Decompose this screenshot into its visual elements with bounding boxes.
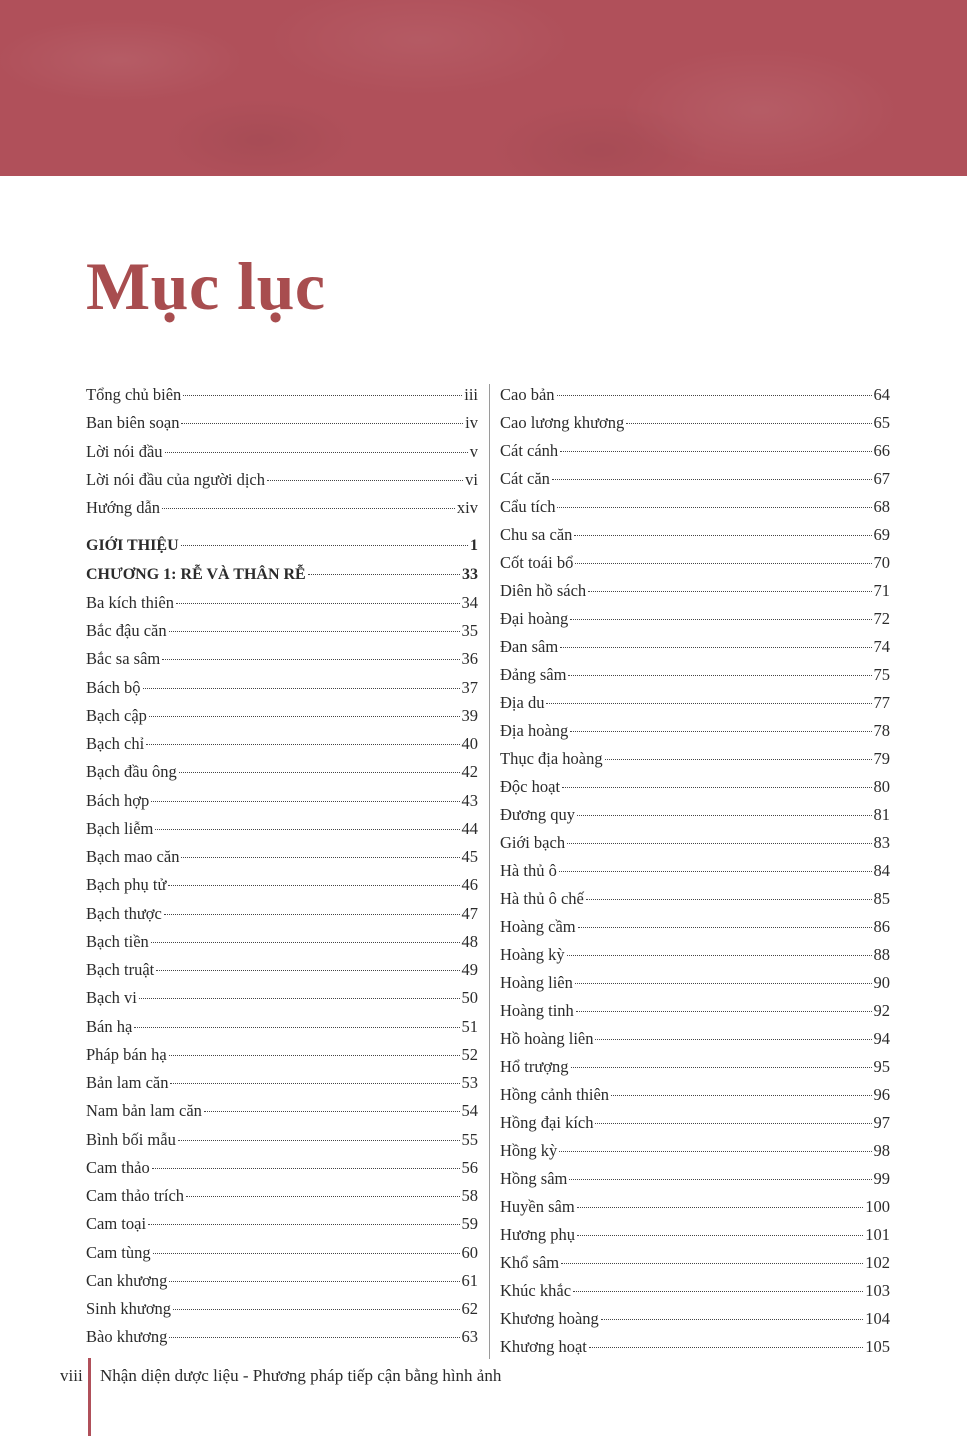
toc-entry-label: Bạch phụ tử bbox=[86, 875, 167, 895]
toc-entry-page: 48 bbox=[461, 931, 478, 951]
toc-entry-page: 55 bbox=[461, 1129, 478, 1149]
toc-leader-dots bbox=[156, 969, 459, 971]
toc-entry-page: 46 bbox=[461, 875, 478, 895]
toc-entry-label: GIỚI THIỆU bbox=[86, 537, 179, 555]
header-banner bbox=[0, 0, 967, 176]
toc-leader-dots bbox=[626, 422, 871, 424]
toc-leader-dots bbox=[601, 1318, 863, 1320]
toc-leader-dots bbox=[152, 1167, 460, 1169]
toc-leader-dots bbox=[148, 1223, 459, 1225]
toc-leader-dots bbox=[595, 1122, 871, 1124]
toc-entry-page: 43 bbox=[461, 790, 478, 810]
toc-entry-page: 80 bbox=[873, 777, 890, 796]
toc-leader-dots bbox=[151, 800, 459, 802]
toc-entry-label: Bắc đậu căn bbox=[86, 621, 167, 640]
toc-entry-page: 45 bbox=[461, 847, 478, 866]
toc-entry-page: 95 bbox=[873, 1057, 890, 1076]
toc-entry[interactable] bbox=[500, 577, 890, 605]
toc-entry[interactable] bbox=[86, 1323, 478, 1351]
toc-entry-label: Giới bạch bbox=[500, 833, 566, 852]
toc-entry-label: Ba kích thiên bbox=[86, 592, 174, 612]
toc-entry-page: 77 bbox=[873, 693, 890, 712]
toc-entry-label: Chu sa căn bbox=[500, 525, 573, 544]
toc-entry-label: Đan sâm bbox=[500, 637, 559, 656]
toc-entry[interactable] bbox=[86, 1210, 478, 1238]
toc-leader-dots bbox=[183, 394, 462, 396]
toc-leader-dots bbox=[181, 544, 468, 546]
toc-leader-dots bbox=[605, 758, 872, 760]
toc-entry-label: Hoàng tinh bbox=[500, 1001, 574, 1020]
toc-entry[interactable] bbox=[500, 689, 890, 717]
toc-entry[interactable] bbox=[500, 1137, 890, 1165]
toc-entry-page: 40 bbox=[461, 734, 478, 753]
toc-entry-label: Bào khương bbox=[86, 1327, 168, 1347]
toc-entry-label: Hồng sâm bbox=[500, 1169, 568, 1188]
toc-entry-label: Cao bản bbox=[500, 385, 555, 404]
toc-entry[interactable] bbox=[86, 843, 478, 871]
toc-entry-label: Hương phụ bbox=[500, 1225, 575, 1244]
toc-leader-dots bbox=[170, 1082, 459, 1084]
toc-entry-page: 86 bbox=[873, 917, 890, 936]
toc-entry-label: Hồ hoàng liên bbox=[500, 1029, 594, 1048]
toc-entry[interactable] bbox=[500, 997, 890, 1025]
toc-leader-dots bbox=[561, 1262, 863, 1264]
toc-entry[interactable] bbox=[500, 465, 890, 493]
toc-entry-page: 70 bbox=[873, 553, 890, 572]
toc-entry-page: 59 bbox=[461, 1214, 478, 1234]
toc-entry[interactable] bbox=[86, 984, 478, 1012]
toc-leader-dots bbox=[149, 715, 460, 717]
toc-leader-dots bbox=[570, 730, 871, 732]
toc-leader-dots bbox=[164, 913, 460, 915]
column-divider bbox=[489, 384, 490, 1359]
toc-entry-page: 56 bbox=[461, 1157, 478, 1177]
toc-entry[interactable] bbox=[86, 494, 478, 522]
toc-leader-dots bbox=[560, 450, 871, 452]
toc-leader-dots bbox=[577, 1206, 864, 1208]
toc-entry-page: 90 bbox=[873, 973, 890, 992]
toc-entry-page: 74 bbox=[873, 637, 890, 656]
toc-leader-dots bbox=[308, 573, 460, 575]
toc-leader-dots bbox=[186, 1195, 459, 1197]
footer-page-number: viii bbox=[60, 1366, 83, 1385]
toc-leader-dots bbox=[546, 702, 871, 704]
toc-entry-page: 47 bbox=[461, 903, 478, 923]
toc-entry-page: 35 bbox=[461, 621, 478, 640]
toc-entry-label: Bạch vi bbox=[86, 988, 137, 1008]
toc-entry[interactable] bbox=[86, 674, 478, 702]
toc-entry[interactable] bbox=[500, 745, 890, 773]
toc-entry-page: v bbox=[469, 441, 478, 461]
toc-entry[interactable] bbox=[86, 1154, 478, 1182]
toc-entry[interactable] bbox=[500, 1109, 890, 1137]
toc-entry-page: 99 bbox=[873, 1169, 890, 1188]
toc-entry-label: Lời nói đầu bbox=[86, 441, 163, 461]
toc-leader-dots bbox=[162, 507, 455, 509]
toc-entry-label: Lời nói đầu của người dịch bbox=[86, 469, 265, 489]
toc-entry-page: 81 bbox=[873, 805, 890, 824]
toc-entry-label: Bạch chỉ bbox=[86, 734, 145, 753]
toc-entry-page: 101 bbox=[865, 1225, 890, 1244]
toc-entry-label: Cẩu tích bbox=[500, 497, 556, 516]
toc-leader-dots bbox=[552, 478, 872, 480]
toc-leader-dots bbox=[153, 1252, 460, 1254]
toc-entry[interactable] bbox=[500, 409, 890, 437]
toc-entry-label: Đại hoàng bbox=[500, 609, 569, 628]
toc-leader-dots bbox=[173, 1308, 459, 1310]
toc-leader-dots bbox=[562, 786, 871, 788]
toc-entry-page: 61 bbox=[461, 1270, 478, 1290]
toc-entry-page: 67 bbox=[873, 469, 890, 488]
toc-entry-page: 66 bbox=[873, 441, 890, 460]
toc-leader-dots bbox=[571, 1066, 872, 1068]
toc-entry[interactable] bbox=[500, 437, 890, 465]
toc-entry[interactable] bbox=[500, 661, 890, 689]
toc-entry[interactable] bbox=[500, 1277, 890, 1305]
toc-entry[interactable] bbox=[500, 885, 890, 913]
toc-entry[interactable] bbox=[500, 493, 890, 521]
toc-entry-label: Thục địa hoàng bbox=[500, 749, 603, 768]
toc-entry-page: 96 bbox=[873, 1085, 890, 1104]
toc-leader-dots bbox=[204, 1110, 460, 1112]
toc-leader-dots bbox=[169, 630, 460, 632]
toc-entry-page: 104 bbox=[865, 1309, 890, 1328]
toc-entry[interactable] bbox=[500, 717, 890, 745]
toc-entry-label: Địa du bbox=[500, 693, 545, 712]
toc-leader-dots bbox=[168, 884, 459, 886]
toc-leader-dots bbox=[568, 674, 871, 676]
toc-entry-label: Hổ trượng bbox=[500, 1057, 569, 1076]
toc-entry[interactable] bbox=[86, 1295, 478, 1323]
toc-entry[interactable] bbox=[86, 409, 478, 437]
toc-entry[interactable] bbox=[500, 1333, 890, 1361]
toc-entry[interactable] bbox=[500, 1081, 890, 1109]
toc-entry-page: 1 bbox=[470, 537, 478, 555]
toc-entry-page: 88 bbox=[873, 945, 890, 964]
toc-entry-label: Khổ sâm bbox=[500, 1253, 560, 1272]
toc-leader-dots bbox=[577, 1234, 863, 1236]
toc-entry-page: 79 bbox=[873, 749, 890, 768]
toc-entry[interactable] bbox=[500, 549, 890, 577]
toc-entry-page: 78 bbox=[873, 721, 890, 740]
toc-entry[interactable] bbox=[86, 617, 478, 645]
toc-entry[interactable] bbox=[86, 466, 478, 494]
toc-leader-dots bbox=[557, 506, 871, 508]
toc-entry-label: Đương quy bbox=[500, 805, 575, 824]
toc-entry[interactable] bbox=[86, 702, 478, 730]
toc-entry[interactable] bbox=[86, 815, 478, 843]
toc-entry[interactable] bbox=[500, 829, 890, 857]
toc-right-column bbox=[500, 381, 890, 1361]
toc-entry[interactable] bbox=[86, 900, 478, 928]
toc-entry-label: Khúc khắc bbox=[500, 1281, 572, 1300]
toc-entry[interactable] bbox=[86, 532, 478, 560]
toc-entry-label: Cát căn bbox=[500, 469, 550, 488]
toc-entry-label: Bạch truật bbox=[86, 960, 155, 979]
toc-entry-label: Hoàng liên bbox=[500, 973, 573, 992]
toc-entry[interactable] bbox=[86, 381, 478, 409]
toc-entry-page: 69 bbox=[873, 525, 890, 544]
toc-leader-dots bbox=[155, 828, 459, 830]
toc-entry-page: 49 bbox=[461, 960, 478, 979]
toc-entry-label: Tổng chủ biên bbox=[86, 385, 182, 404]
toc-entry[interactable] bbox=[86, 956, 478, 984]
toc-entry[interactable] bbox=[86, 1126, 478, 1154]
toc-entry-label: Cốt toái bổ bbox=[500, 553, 574, 572]
toc-entry[interactable] bbox=[86, 561, 478, 589]
toc-leader-dots bbox=[611, 1094, 871, 1096]
toc-entry-label: Cam thảo trích bbox=[86, 1186, 185, 1205]
toc-leader-dots bbox=[586, 898, 872, 900]
toc-entry-page: 72 bbox=[873, 609, 890, 628]
toc-entry-page: 44 bbox=[461, 818, 478, 838]
toc-entry-label: Diên hồ sách bbox=[500, 581, 587, 600]
toc-leader-dots bbox=[176, 602, 460, 604]
toc-entry-label: Cát cánh bbox=[500, 441, 559, 460]
toc-entry-page: iii bbox=[464, 385, 478, 404]
toc-leader-dots bbox=[569, 1178, 871, 1180]
toc-entry-page: xiv bbox=[456, 498, 478, 517]
toc-entry[interactable] bbox=[500, 913, 890, 941]
toc-entry-page: 85 bbox=[873, 889, 890, 908]
toc-entry-label: Đảng sâm bbox=[500, 665, 567, 684]
toc-entry-label: Hồng kỳ bbox=[500, 1141, 558, 1160]
toc-entry-label: Bách hợp bbox=[86, 790, 150, 810]
toc-entry[interactable] bbox=[500, 969, 890, 997]
footer-book-title: Nhận diện dược liệu - Phương pháp tiếp cận bằng hình ảnh bbox=[100, 1366, 502, 1385]
toc-entry[interactable] bbox=[500, 1249, 890, 1277]
toc-entry[interactable] bbox=[500, 521, 890, 549]
toc-entry-label: Hà thủ ô chế bbox=[500, 889, 584, 908]
toc-leader-dots bbox=[162, 658, 459, 660]
toc-entry-label: Bạch mao căn bbox=[86, 847, 180, 866]
toc-entry-page: 92 bbox=[873, 1001, 890, 1020]
toc-entry-page: 62 bbox=[461, 1299, 478, 1318]
toc-entry-label: Bạch cập bbox=[86, 705, 147, 725]
toc-entry-page: 39 bbox=[461, 705, 478, 725]
toc-entry-page: 54 bbox=[461, 1101, 478, 1121]
toc-entry-page: 63 bbox=[461, 1327, 478, 1347]
toc-leader-dots bbox=[589, 1346, 863, 1348]
toc-leader-dots bbox=[169, 1280, 459, 1282]
toc-entry-page: 103 bbox=[865, 1281, 890, 1300]
toc-entry-page: 53 bbox=[461, 1073, 478, 1092]
toc-leader-dots bbox=[567, 842, 871, 844]
toc-entry-label: Cao lương khương bbox=[500, 413, 625, 432]
toc-leader-dots bbox=[575, 562, 871, 564]
toc-entry-page: 50 bbox=[461, 988, 478, 1008]
toc-leader-dots bbox=[588, 590, 871, 592]
toc-entry-label: Hoàng cầm bbox=[500, 917, 576, 936]
toc-entry[interactable] bbox=[500, 1305, 890, 1333]
toc-entry-label: Bản lam căn bbox=[86, 1073, 169, 1092]
toc-entry-label: Hồng cảnh thiên bbox=[500, 1085, 610, 1104]
toc-entry-page: 97 bbox=[873, 1113, 890, 1132]
toc-entry-label: Bạch đầu ông bbox=[86, 762, 177, 782]
toc-entry[interactable] bbox=[500, 605, 890, 633]
toc-entry-page: 68 bbox=[873, 497, 890, 516]
toc-entry-label: Huyền sâm bbox=[500, 1197, 575, 1216]
toc-entry[interactable] bbox=[500, 773, 890, 801]
toc-entry-page: 71 bbox=[873, 581, 890, 600]
toc-entry-label: Hoàng kỳ bbox=[500, 945, 565, 964]
toc-entry-page: 84 bbox=[873, 861, 890, 880]
toc-entry-page: vi bbox=[465, 469, 478, 489]
toc-entry-label: Khương hoàng bbox=[500, 1309, 599, 1328]
toc-entry[interactable] bbox=[500, 1053, 890, 1081]
toc-leader-dots bbox=[573, 1290, 863, 1292]
toc-leader-dots bbox=[134, 1026, 459, 1028]
toc-entry-page: 64 bbox=[873, 385, 890, 404]
toc-entry-label: CHƯƠNG 1: RỄ VÀ THÂN RỄ bbox=[86, 565, 306, 583]
toc-entry[interactable] bbox=[86, 1097, 478, 1125]
toc-entry-page: 100 bbox=[865, 1197, 890, 1216]
toc-entry-label: Bắc sa sâm bbox=[86, 649, 161, 669]
toc-leader-dots bbox=[578, 926, 872, 928]
toc-entry-page: 37 bbox=[461, 677, 478, 697]
toc-leader-dots bbox=[576, 1010, 872, 1012]
toc-leader-dots bbox=[567, 954, 872, 956]
toc-entry[interactable] bbox=[500, 1025, 890, 1053]
toc-entry[interactable] bbox=[500, 941, 890, 969]
toc-leader-dots bbox=[574, 534, 871, 536]
toc-leader-dots bbox=[139, 997, 460, 999]
toc-entry[interactable] bbox=[500, 381, 890, 409]
page-title: Mục lục bbox=[86, 248, 326, 324]
toc-entry-page: 105 bbox=[865, 1337, 890, 1356]
toc-leader-dots bbox=[181, 856, 459, 858]
toc-leader-dots bbox=[577, 814, 872, 816]
toc-entry-label: Sinh khương bbox=[86, 1299, 172, 1318]
toc-leader-dots bbox=[560, 646, 871, 648]
toc-entry[interactable] bbox=[86, 1182, 478, 1210]
toc-entry-label: Can khương bbox=[86, 1270, 168, 1290]
toc-entry[interactable] bbox=[86, 1041, 478, 1069]
toc-entry[interactable] bbox=[500, 801, 890, 829]
toc-entry[interactable] bbox=[86, 787, 478, 815]
toc-entry[interactable] bbox=[500, 1221, 890, 1249]
toc-entry-label: Hồng đại kích bbox=[500, 1113, 594, 1132]
toc-entry-label: Bạch thược bbox=[86, 903, 162, 923]
toc-leader-dots bbox=[559, 1150, 871, 1152]
toc-entry-page: 42 bbox=[461, 762, 478, 782]
toc-entry-page: 98 bbox=[873, 1141, 890, 1160]
toc-entry-label: Bạch liễm bbox=[86, 818, 154, 838]
toc-entry[interactable] bbox=[86, 1069, 478, 1097]
toc-entry-page: 36 bbox=[461, 649, 478, 669]
toc-entry-page: 75 bbox=[873, 665, 890, 684]
toc-entry[interactable] bbox=[500, 857, 890, 885]
toc-entry[interactable] bbox=[86, 1013, 478, 1041]
toc-entry-label: Nam bản lam căn bbox=[86, 1101, 202, 1121]
toc-entry-label: Bách bộ bbox=[86, 677, 141, 697]
toc-entry-page: 94 bbox=[873, 1029, 890, 1048]
toc-entry[interactable] bbox=[86, 1239, 478, 1267]
toc-entry-page: 83 bbox=[873, 833, 890, 852]
toc-leader-dots bbox=[178, 1139, 460, 1141]
toc-entry-label: Pháp bán hạ bbox=[86, 1044, 167, 1064]
toc-entry-label: Bình bối mẫu bbox=[86, 1129, 176, 1149]
toc-entry-label: Cam toại bbox=[86, 1214, 147, 1234]
toc-entry-page: iv bbox=[465, 413, 478, 433]
toc-entry-page: 65 bbox=[873, 413, 890, 432]
footer-accent-bar bbox=[88, 1358, 91, 1436]
toc-leader-dots bbox=[146, 743, 459, 745]
toc-leader-dots bbox=[570, 618, 871, 620]
toc-entry[interactable] bbox=[86, 589, 478, 617]
toc-entry[interactable] bbox=[86, 871, 478, 899]
toc-entry-page: 58 bbox=[461, 1186, 478, 1205]
toc-entry[interactable] bbox=[86, 758, 478, 786]
toc-entry-label: Hà thủ ô bbox=[500, 861, 557, 880]
toc-entry-label: Ban biên soạn bbox=[86, 413, 180, 433]
toc-leader-dots bbox=[165, 451, 468, 453]
toc-leader-dots bbox=[559, 870, 872, 872]
toc-leader-dots bbox=[179, 771, 460, 773]
toc-entry-label: Cam thảo bbox=[86, 1157, 150, 1177]
toc-leader-dots bbox=[169, 1054, 460, 1056]
toc-entry[interactable] bbox=[86, 730, 478, 758]
toc-entry[interactable] bbox=[86, 438, 478, 466]
toc-leader-dots bbox=[169, 1336, 459, 1338]
toc-entry-page: 33 bbox=[462, 565, 478, 583]
toc-entry-label: Khương hoạt bbox=[500, 1337, 587, 1356]
toc-entry-label: Bạch tiền bbox=[86, 931, 149, 951]
toc-leader-dots bbox=[267, 479, 463, 481]
toc-entry-label: Độc hoạt bbox=[500, 777, 561, 796]
toc-leader-dots bbox=[557, 394, 872, 396]
toc-leader-dots bbox=[181, 422, 463, 424]
toc-entry-label: Bán hạ bbox=[86, 1016, 133, 1036]
toc-entry-label: Địa hoàng bbox=[500, 721, 569, 740]
toc-entry-page: 102 bbox=[865, 1253, 890, 1272]
toc-entry-label: Cam tùng bbox=[86, 1242, 151, 1262]
toc-leader-dots bbox=[143, 687, 460, 689]
toc-entry-page: 52 bbox=[461, 1044, 478, 1064]
toc-entry-page: 34 bbox=[461, 592, 478, 612]
toc-leader-dots bbox=[151, 941, 460, 943]
toc-entry-page: 51 bbox=[461, 1016, 478, 1036]
toc-entry[interactable] bbox=[86, 645, 478, 673]
toc-entry-page: 60 bbox=[461, 1242, 478, 1262]
toc-leader-dots bbox=[575, 982, 872, 984]
toc-entry-label: Hướng dẫn bbox=[86, 498, 161, 517]
toc-entry[interactable] bbox=[500, 1193, 890, 1221]
toc-entry[interactable] bbox=[86, 1267, 478, 1295]
toc-left-column bbox=[86, 381, 478, 1352]
toc-entry[interactable] bbox=[86, 928, 478, 956]
toc-entry[interactable] bbox=[500, 633, 890, 661]
toc-entry[interactable] bbox=[500, 1165, 890, 1193]
toc-leader-dots bbox=[595, 1038, 871, 1040]
